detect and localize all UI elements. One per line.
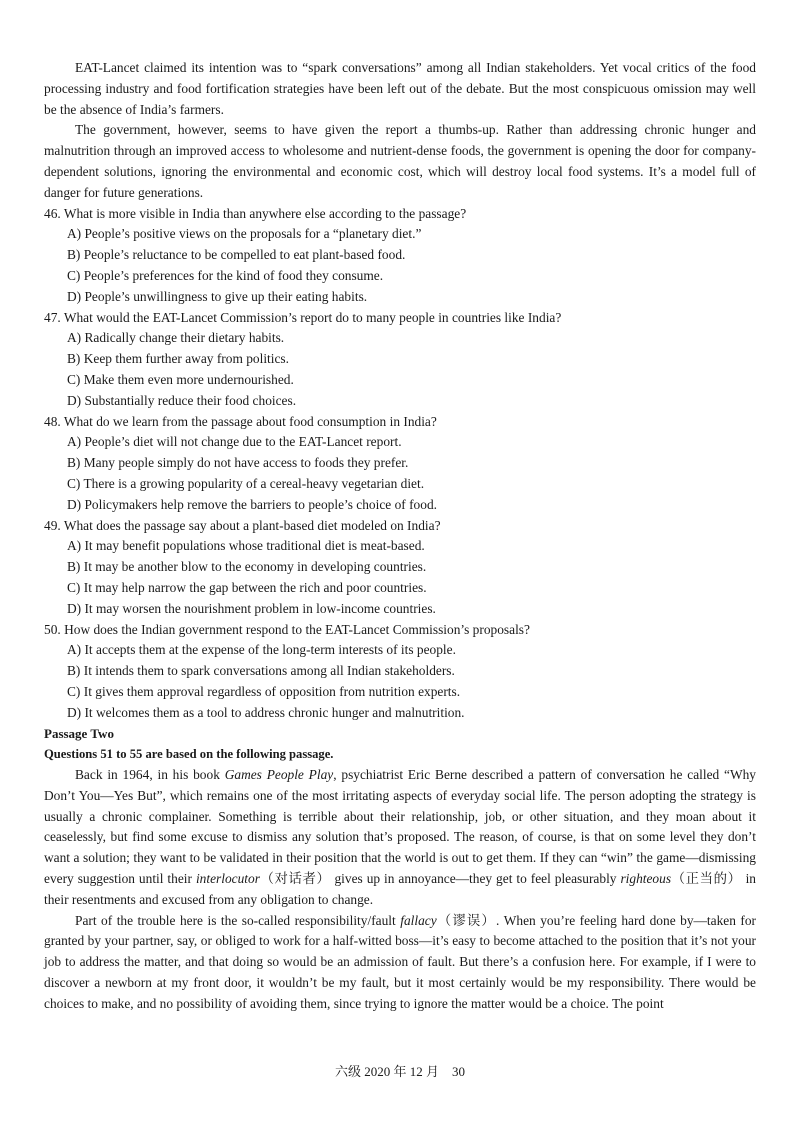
question-46 <box>44 204 756 308</box>
option-d: D) Substantially reduce their food choices. <box>67 392 297 408</box>
question-50 <box>44 620 756 724</box>
question-stem: 46. What is more visible in India than anywhere else according to the passage? <box>44 205 467 221</box>
question-stem: 49. What does the passage say about a plant-based diet modeled on India? <box>44 517 441 533</box>
passage-two-heading: Passage Two <box>44 725 114 741</box>
chinese-gloss: （谬误） <box>436 912 496 928</box>
chinese-gloss: （正当的） <box>671 871 742 887</box>
question-stem: 50. How does the Indian government respond to the EAT-Lancet Commission’s proposals? <box>44 621 530 637</box>
passage-two-paragraph-1 <box>44 765 756 911</box>
text-run: Back in 1964, in his book <box>75 767 225 783</box>
text-run: . When you’re feeling hard done by—taken for granted by your partner, say, or obliged to work for a half-witted boss—it’s easy to become attached to the position that it’s not your job to address the matter, and that doing so would be an admission of fault. But there’s a confusion here. For example, if I were to discover a newborn at my front door, it wouldn’t be my fault, but it most certainly would be my responsibility. There would be choices to make, and no possibility of avoiding them, since trying to ignore the matter would be a choice. The point <box>44 912 757 1011</box>
text-run: Part of the trouble here is the so-called responsibility/fault <box>75 912 401 928</box>
option-c: C) Make them even more undernourished. <box>67 371 294 387</box>
option-b: B) It intends them to spark conversations among all Indian stakeholders. <box>67 663 455 679</box>
option-a: A) It accepts them at the expense of the long-term interests of its people. <box>67 642 456 658</box>
question-47 <box>44 308 756 412</box>
passage-one-paragraph-1: EAT-Lancet claimed its intention was to “spark conversations” among all Indian stakeholders. Yet vocal critics of the food processing industry and food fortification strategies have been left out of the debate. But the most conspicuous omission may well be the absence of India’s farmers. <box>44 60 756 117</box>
option-c: C) People’s preferences for the kind of food they consume. <box>67 267 384 283</box>
text-run: in their resentments and excused from any obligation to change. <box>44 871 756 907</box>
option-a: A) People’s positive views on the proposals for a “planetary diet.” <box>67 226 422 242</box>
option-c: C) There is a growing popularity of a cereal-heavy vegetarian diet. <box>67 475 425 491</box>
option-a: A) Radically change their dietary habits. <box>67 330 285 346</box>
option-a: A) It may benefit populations whose traditional diet is meat-based. <box>67 538 425 554</box>
question-48 <box>44 412 756 516</box>
glossed-term: interlocutor <box>195 871 260 887</box>
question-49 <box>44 516 756 620</box>
passage-one-paragraph-2: The government, however, seems to have given the report a thumbs-up. Rather than addressing chronic hunger and malnutrition through an improved access to wholesome and nutrient-dense foods, the government is opening the door for company-dependent solutions, ignoring the environmental and economic cost, which will destroy local food systems. It’s a model full of danger for future generations. <box>44 122 756 200</box>
option-c: C) It may help narrow the gap between the rich and poor countries. <box>67 579 427 595</box>
text-run: gives up in annoyance—they get to feel pleasurably <box>330 871 621 887</box>
option-b: B) Many people simply do not have access to foods they prefer. <box>67 455 409 471</box>
option-d: D) It welcomes them as a tool to address chronic hunger and malnutrition. <box>67 704 465 720</box>
question-stem: 48. What do we learn from the passage about food consumption in India? <box>44 413 437 429</box>
option-d: D) Policymakers help remove the barriers to people’s choice of food. <box>67 496 437 512</box>
option-d: D) People’s unwillingness to give up their eating habits. <box>67 288 368 304</box>
option-b: B) It may be another blow to the economy in developing countries. <box>67 559 427 575</box>
passage-two-paragraph-2 <box>44 911 756 1015</box>
glossed-term: righteous <box>620 871 672 887</box>
book-title: Games People Play <box>224 767 334 783</box>
chinese-gloss: （对话者） <box>259 871 331 887</box>
option-b: B) People’s reluctance to be compelled to eat plant-based food. <box>67 247 406 263</box>
option-a: A) People’s diet will not change due to the EAT-Lancet report. <box>67 434 402 450</box>
option-d: D) It may worsen the nourishment problem in low-income countries. <box>67 600 436 616</box>
glossed-term: fallacy <box>400 912 437 928</box>
question-stem: 47. What would the EAT-Lancet Commission’s report do to many people in countries like India? <box>44 309 562 325</box>
page-footer: 六级 2020 年 12 月 30 <box>334 1064 465 1079</box>
text-run: , psychiatrist Eric Berne described a pattern of conversation he called “Why Don’t You—Yes But”, which remains one of the most irritating aspects of everyday social life. The person adopting the strategy is usually a chronic complainer. Something is terrible about their relationship, job, or other situation, and they moan about it ceaselessly, but find some excuse to dismiss any solution that’s proposed. The reason, of course, is that on some level they don’t want a solution; they want to be validated in their position that the world is out to get them. If they can “win” the game—dismissing every suggestion until their <box>44 767 756 887</box>
option-b: B) Keep them further away from politics. <box>67 351 289 367</box>
passage-two-instruction: Questions 51 to 55 are based on the following passage. <box>44 747 334 762</box>
option-c: C) It gives them approval regardless of opposition from nutrition experts. <box>67 683 461 699</box>
